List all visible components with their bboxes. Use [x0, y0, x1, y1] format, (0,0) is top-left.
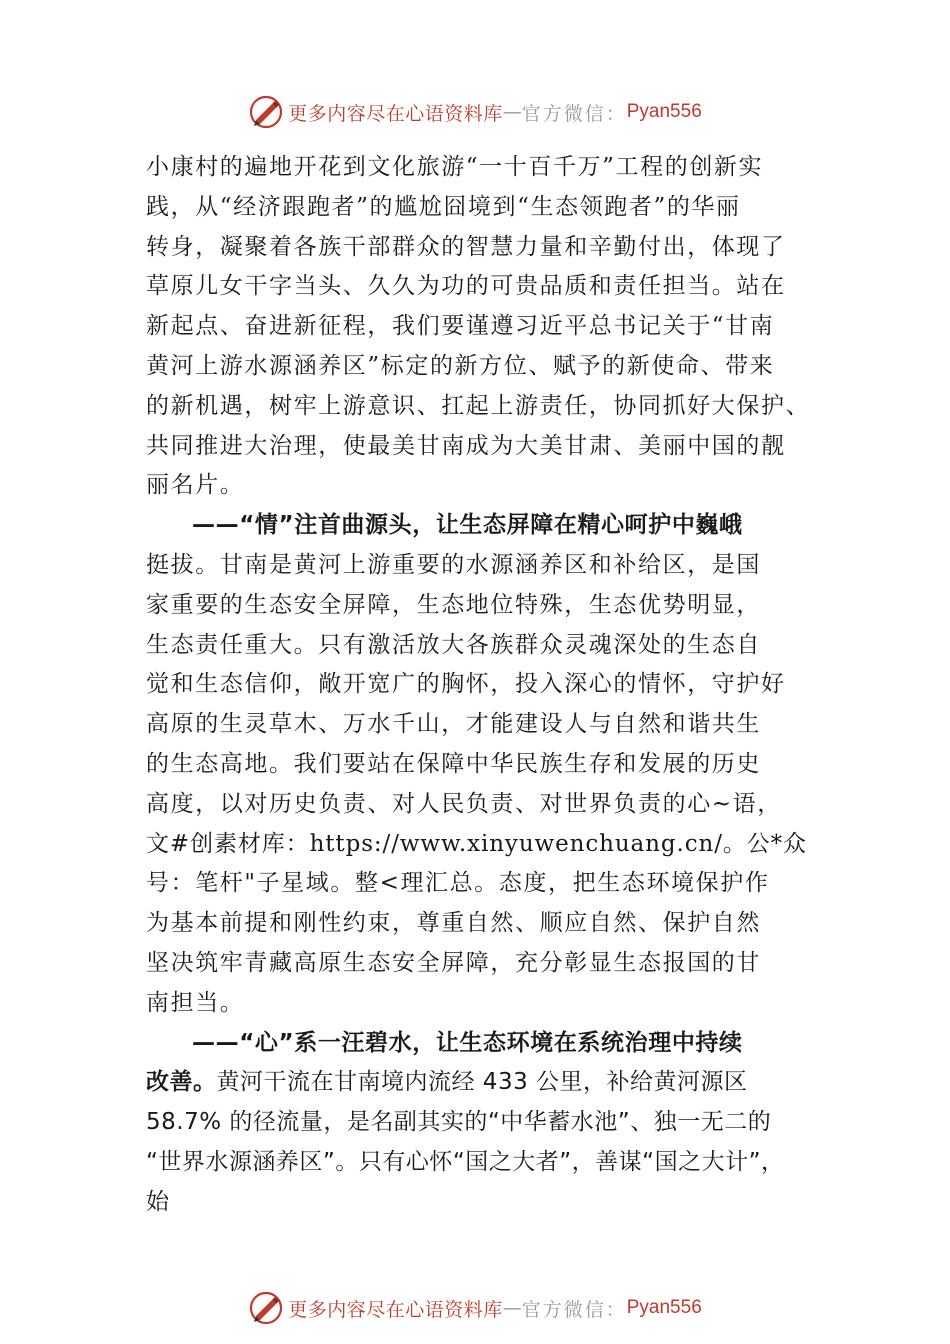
banner-separator: —: [502, 101, 522, 123]
banner-separator: —: [502, 1297, 522, 1319]
text-line: 高原的生灵草木、万水千山，才能建设人与自然和谐共生: [146, 711, 761, 738]
text-line: 践，从“经济跟跑者”的尴尬囧境到“生态领跑者”的华丽: [146, 193, 741, 220]
banner-sub-text: 官方微信：: [521, 1298, 627, 1321]
footer-banner: [0, 1288, 950, 1328]
text-line: “世界水源涵养区”。只有心怀“国之大者”，善谋“国之大计”，: [146, 1148, 785, 1175]
text-line: 小康村的遍地开花到文化旅游“一十百千万”工程的创新实: [146, 154, 764, 180]
text-line: 草原儿女干字当头、久久为功的可贵品质和责任担当。站在: [146, 273, 786, 300]
text-line: 新起点、奋进新征程，我们要谨遵习近平总书记关于“甘南: [146, 313, 775, 340]
text-run: 黄河干流在甘南境内流经 433 公里，补给黄河源区: [216, 1069, 748, 1096]
section-heading-1: ——“情”注首曲源头，让生态屏障在精心呵护中巍峨: [192, 512, 743, 539]
banner-sub-text: 官方微信：: [521, 102, 627, 125]
text-line: 共同推进大治理，使最美甘南成为大美甘肃、美丽中国的靓: [146, 432, 786, 459]
banner-wechat-id: Pyan556: [626, 1297, 702, 1318]
banner-main-text: 更多内容尽在心语资料库: [288, 102, 503, 125]
text-line: 58.7% 的径流量，是名副其实的“中华蓄水池”、独一无二的: [146, 1109, 772, 1136]
text-line: 的新机遇，树牢上游意识、扛起上游责任，协同抓好大保护、: [146, 392, 811, 419]
text-line: 的生态高地。我们要站在保障中华民族生存和发展的历史: [146, 750, 761, 777]
text-line: 为基本前提和刚性约束，尊重自然、顺应自然、保护自然: [146, 910, 761, 937]
pen-logo-icon: [248, 94, 284, 130]
text-line: 觉和生态信仰，敞开宽广的胸怀，投入深心的情怀，守护好: [146, 671, 786, 698]
text-line: 号：笔杆"子星域。整<理汇总。态度，把生态环境保护作: [146, 870, 770, 897]
text-line: 家重要的生态安全屏障，生态地位特殊，生态优势明显，: [146, 591, 761, 618]
text-line: 转身，凝聚着各族干部群众的智慧力量和辛勤付出，体现了: [146, 233, 786, 260]
banner-main-text: 更多内容尽在心语资料库: [288, 1298, 503, 1321]
banner-wechat-id: Pyan556: [626, 101, 702, 122]
text-line: 生态责任重大。只有激活放大各族群众灵魂深处的生态自: [146, 631, 761, 658]
text-line: 丽名片。: [146, 472, 245, 499]
pen-logo-icon: [248, 1290, 284, 1326]
lead-in-bold: 改善。: [146, 1069, 217, 1096]
document-body: [146, 148, 811, 1223]
text-line: 坚决筑牢青藏高原生态安全屏障，充分彰显生态报国的甘: [146, 949, 761, 976]
text-line-with-url: 文#创素材库：https://www.xinyuwenchuang.cn/。公*众: [146, 830, 807, 857]
header-banner: [0, 92, 950, 132]
text-line: 黄河上游水源涵养区”标定的新方位、赋予的新使命、带来: [146, 352, 775, 379]
text-line: 挺拔。甘南是黄河上游重要的水源涵养区和补给区，是国: [146, 551, 761, 578]
text-line: 南担当。: [146, 989, 245, 1016]
text-line: [146, 1063, 808, 1103]
text-line: 高度，以对历史负责、对人民负责、对世界负责的心~语，: [146, 790, 782, 817]
section-heading-2: ——“心”系一汪碧水，让生态环境在系统治理中持续: [192, 1029, 743, 1056]
text-line: 始: [146, 1188, 170, 1215]
